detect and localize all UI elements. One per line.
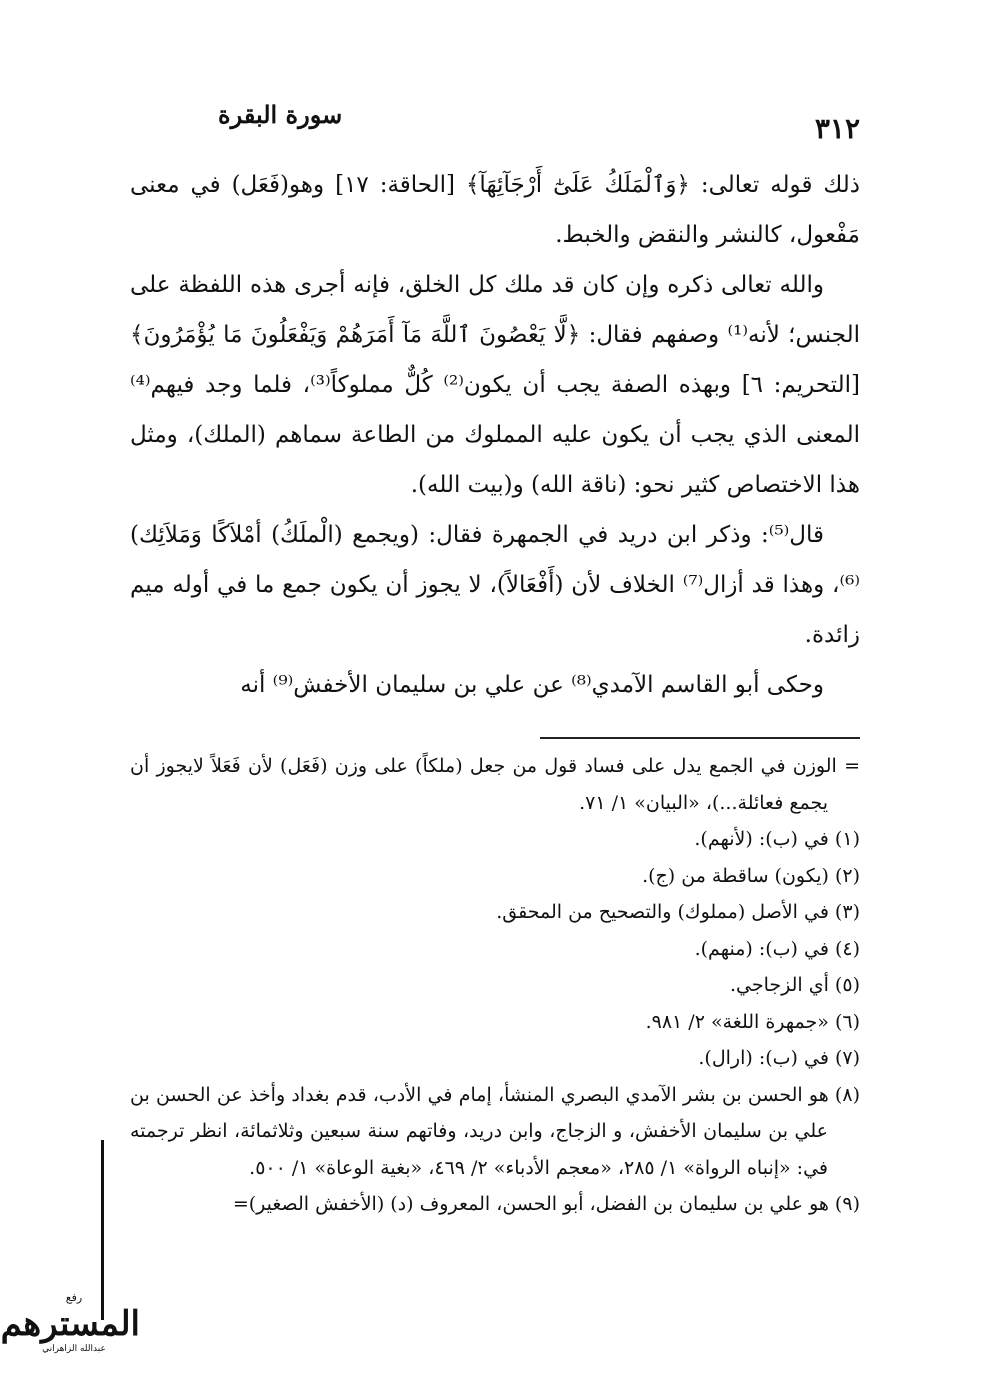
footnotes (130, 748, 860, 1223)
footnote: (٣) في الأصل (مملوك) والتصحيح من المحقق. (496, 901, 860, 923)
main-text (130, 160, 860, 710)
footnote: (١) في (ب): (لأنهم). (694, 828, 860, 850)
paragraph: وحكى أبو القاسم الآمدي⁽⁸⁾ عن علي بن سليمان الأخفش⁽⁹⁾ أنه (240, 672, 824, 698)
stamp-bottom-text: عبدالله الزاهراني (42, 1344, 106, 1354)
footnote: (٧) في (ب): (ارال). (698, 1047, 860, 1069)
library-stamp-logo (0, 1291, 140, 1362)
paragraph: ذلك قوله تعالى: ﴿وَٱلْمَلَكُ عَلَىٰٓ أَرْجَآئِهَآ﴾ [الحاقة: ١٧] وهو(فَعَل) في معنى مَفْعول، كالنشر والنقض والخبط. (130, 172, 861, 248)
footnote: (٩) هو علي بن سليمان بن الفضل، أبو الحسن، المعروف (د) (الأخفش الصغير)= (232, 1193, 860, 1215)
footnote: (٨) هو الحسن بن بشر الآمدي البصري المنشأ، إمام في الأدب، قدم بغداد وأخذ عن الحسن بن علي بن سليمان الأخفش، و الزجاج، وابن دريد، وفاتهم سنة سبعين وثلاثمائة، انظر ترجمته في: «إنباه الرواة» ١/ ٢٨٥، «معجم الأدباء» ٢/ ٤٦٩، «بغية الوعاة» ١/ ٥٠٠. (130, 1083, 860, 1179)
page-number: ٣١٢ (814, 112, 860, 145)
footnote-separator (540, 737, 860, 739)
running-title: سورة البقرة (218, 100, 343, 129)
stamp-top-text: رفع (65, 1291, 83, 1304)
stamp-main-text: المسترهم (0, 1304, 140, 1344)
footnote: (٢) (يكون) ساقطة من (ج). (642, 864, 860, 887)
footnote: (٤) في (ب): (منهم). (694, 937, 860, 960)
footnote: (٦) «جمهرة اللغة» ٢/ ٩٨١. (645, 1010, 860, 1033)
footnote-continuation: = الوزن في الجمع يدل على فساد قول من جعل (ملكاً) على وزن (فَعَل) لأن فَعَلاً لايجوز أن يجمع فعائلة...)، «البيان» ١/ ٧١. (130, 755, 860, 814)
paragraph: قال⁽⁵⁾: وذكر ابن دريد في الجمهرة فقال: (ويجمع (الْملَكُ) أمْلاَكًا وَمَلاَئِك)⁽⁶⁾، وهذا قد أزال⁽⁷⁾ الخلاف لأن (أَفْعَالاً)، لا يجوز أن يكون جمع ما في أوله ميم زائدة. (130, 522, 860, 648)
page-header (130, 100, 860, 145)
footnote: (٥) أي الزجاجي. (730, 974, 860, 996)
paragraph: والله تعالى ذكره وإن كان قد ملك كل الخلق، فإنه أجرى هذه اللفظة على الجنس؛ لأنه⁽¹⁾ وصفهم فقال: ﴿لَّا يَعْصُونَ ٱللَّهَ مَآ أَمَرَهُمْ وَيَفْعَلُونَ مَا يُؤْمَرُونَ﴾ [التحريم: ٦] وبهذه الصفة يجب أن يكون⁽²⁾ كُلٌّ مملوكاً⁽³⁾، فلما وجد فيهم⁽⁴⁾ المعنى الذي يجب أن يكون عليه المملوك من الطاعة سماهم (الملك)، ومثل هذا الاختصاص كثير نحو: (ناقة الله) و(بيت الله). (130, 272, 860, 498)
